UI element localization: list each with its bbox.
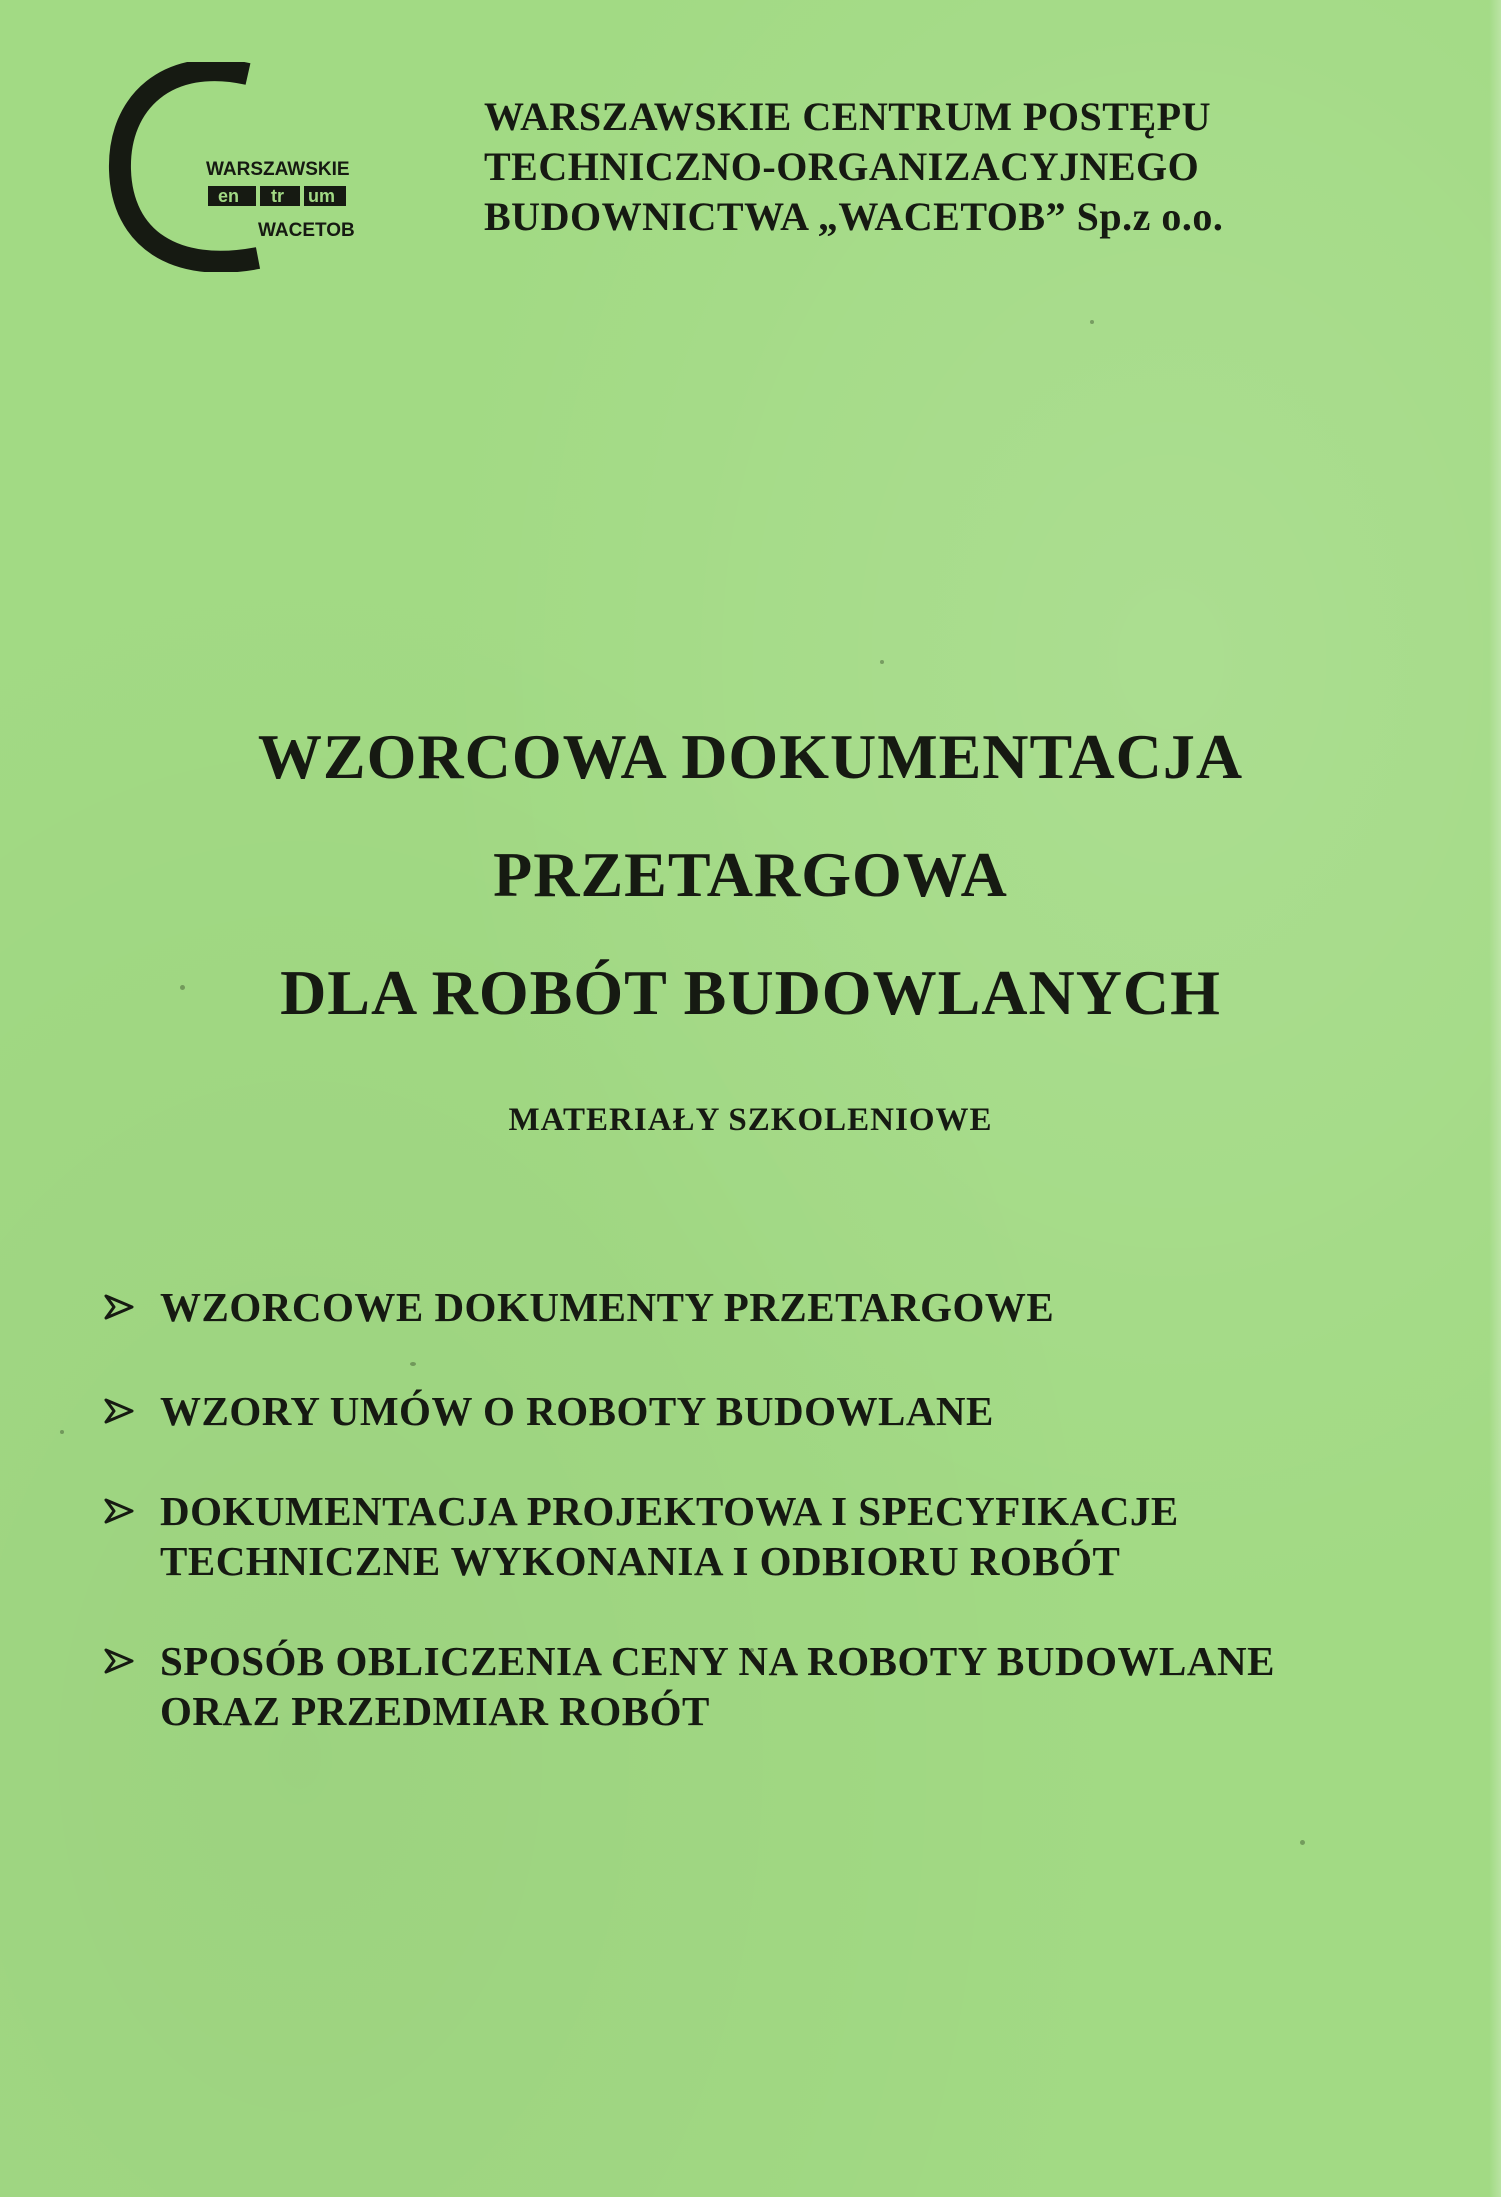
list-item: [104, 1636, 1464, 1736]
logo-segment-um: um: [308, 186, 335, 206]
logo-line3: WACETOB: [258, 220, 355, 241]
document-subtitle: MATERIAŁY SZKOLENIOWE: [508, 1102, 993, 1138]
title-line-2: PRZETARGOWA: [493, 839, 1008, 910]
page-edge: [1489, 0, 1501, 2197]
logo-segment-tr: tr: [271, 186, 284, 206]
logo-line1: WARSZAWSKIE: [206, 159, 350, 180]
list-item-text-line-1: DOKUMENTACJA PROJEKTOWA I SPECYFIKACJE: [160, 1488, 1179, 1534]
wacetob-c-logo-icon: [108, 62, 388, 272]
title-line-3: DLA ROBÓT BUDOWLANYCH: [280, 957, 1221, 1028]
list-item-text-line-2: ORAZ PRZEDMIAR ROBÓT: [160, 1688, 710, 1734]
list-item: [104, 1282, 1464, 1332]
list-item-text-line-2: TECHNICZNE WYKONANIA I ODBIORU ROBÓT: [160, 1538, 1121, 1584]
organization-line-1: WARSZAWSKIE CENTRUM POSTĘPU: [484, 94, 1211, 139]
logo-segments: [208, 186, 346, 206]
paper-speck: [880, 660, 884, 664]
list-item: [104, 1386, 1464, 1436]
paper-speck: [1300, 1840, 1305, 1845]
paper-speck: [1090, 320, 1094, 324]
contents-list: [104, 1282, 1464, 1786]
organization-name: [484, 92, 1464, 242]
arrowhead-bullet-icon: [104, 1386, 160, 1436]
list-item-text: WZORCOWE DOKUMENTY PRZETARGOWE: [160, 1284, 1055, 1330]
arrowhead-bullet-icon: [104, 1636, 160, 1686]
arrowhead-bullet-icon: [104, 1282, 160, 1332]
paper-speck: [750, 1648, 754, 1652]
list-item: [104, 1486, 1464, 1586]
organization-line-2: TECHNICZNO-ORGANIZACYJNEGO: [484, 144, 1200, 189]
list-item-text-line-1: SPOSÓB OBLICZENIA CENY NA ROBOTY BUDOWLANE: [160, 1638, 1275, 1684]
paper-speck: [410, 1362, 416, 1366]
logo-segment-en: en: [218, 186, 240, 206]
arrowhead-bullet-icon: [104, 1486, 160, 1536]
organization-line-3: BUDOWNICTWA „WACETOB” Sp.z o.o.: [484, 194, 1224, 239]
paper-speck: [60, 1430, 64, 1434]
title-line-1: WZORCOWA DOKUMENTACJA: [257, 721, 1244, 792]
document-title: [0, 698, 1501, 1052]
list-item-text: WZORY UMÓW O ROBOTY BUDOWLANE: [160, 1388, 994, 1434]
paper-speck: [180, 985, 185, 990]
